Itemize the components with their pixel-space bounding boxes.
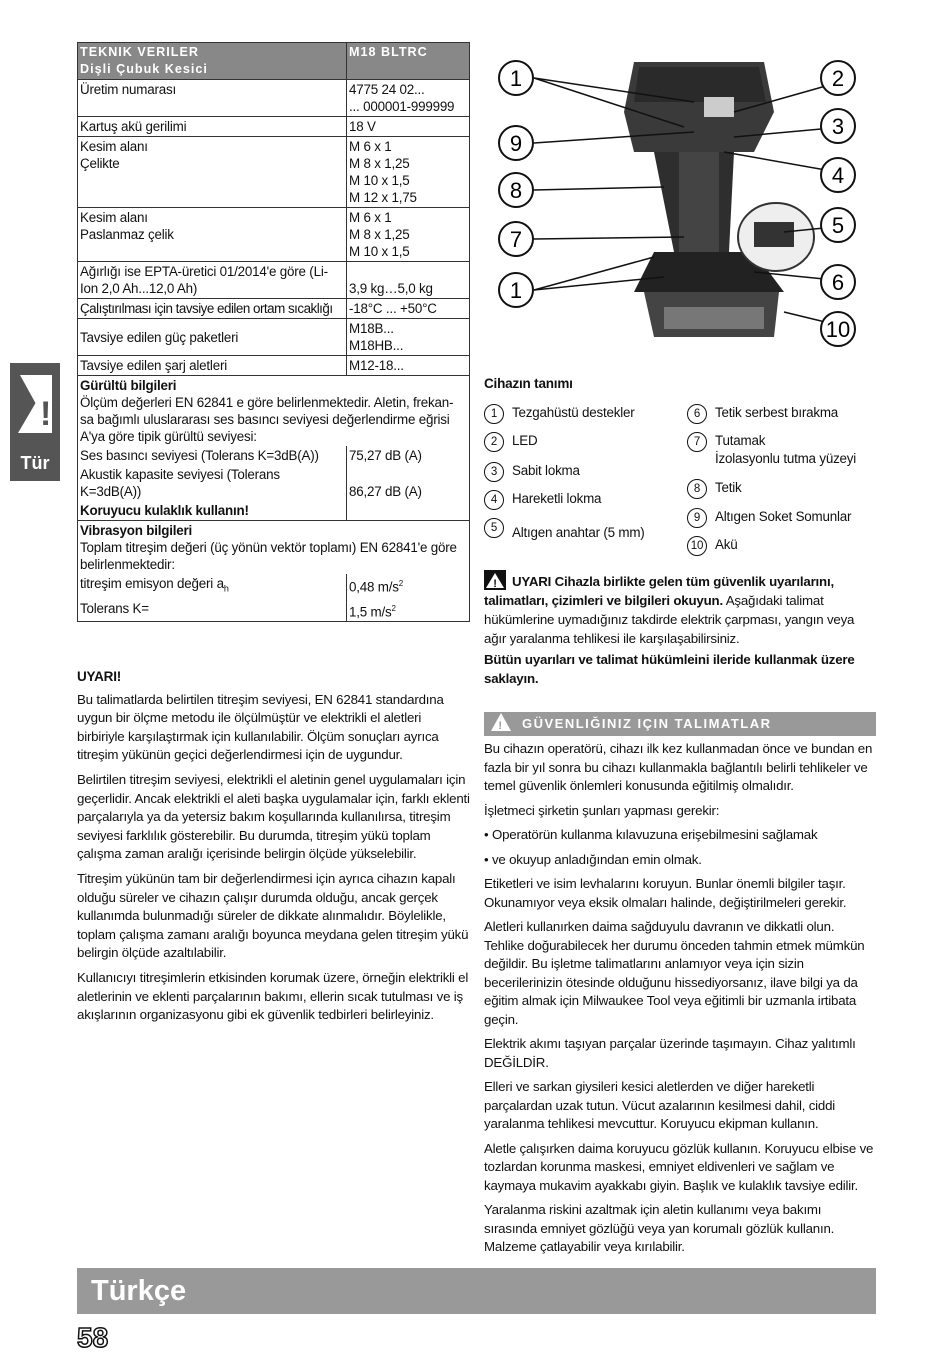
table-row: Çalıştırılması için tavsiye edilen ortam sıcaklığı -18°C ... +50°C	[78, 299, 470, 319]
safety-section-header: ! GÜVENLIĞINIZ IÇIN TALIMATLAR	[484, 712, 876, 736]
header-subtitle: Dişli Çubuk Kesici	[80, 62, 208, 76]
ear-protection-note: Koruyucu kulaklık kullanın!	[78, 501, 347, 521]
safety-instructions	[484, 740, 876, 1263]
paragraph: Bu talimatlarda belirtilen titreşim seviyesi, EN 62841 standardına uygun bir ölçme metodu ile ölçülmüştür ve elektrikli el aletleri birbiriyle karşılaştırmak için kullanılabilir. Ölçüm sonuçları ayrıca titreşim yükünün geçici değerlendirmesi için de uygundur.	[77, 691, 444, 763]
keep-instructions-note: Bütün uyarıları ve talimat hükümleini ileride kullanmak üzere saklayın.	[484, 652, 855, 686]
list-item: 9 Altıgen Soket Somunlar	[687, 508, 851, 528]
paragraph: Titreşim yükünün tam bir değerlendirmesi için ayrıca cihazın kapalı olduğu süreler ve cihazın çalışır durumda olduğu, ancak gerçek kullanımda bulunmadığı süreler de dikkate alınmalıdır. Böylelikle, toplam çalışma zamanı aralığı boyunca meydana gelen titreşim yükü belirgin ölçüde azaltılabilir.	[77, 870, 469, 961]
callout-1-bottom	[499, 273, 533, 307]
callout-5	[821, 208, 855, 242]
callout-2	[821, 61, 855, 95]
list-item: 2 LED	[484, 432, 537, 452]
warning-icon	[490, 712, 512, 732]
svg-text:2: 2	[831, 66, 845, 91]
language-side-tab	[10, 363, 60, 481]
list-item: 3 Sabit lokma	[484, 462, 580, 482]
table-row: Tavsiye edilen şarj aletleri M12-18...	[78, 356, 470, 376]
svg-text:5: 5	[831, 213, 845, 238]
table-header-row	[78, 43, 470, 80]
table-row: Kesim alanı Çelikte M 6 x 1 M 8 x 1,25 M 10 x 1,5 M 12 x 1,75	[78, 137, 470, 208]
svg-text:!: !	[40, 395, 52, 433]
table-row: Tavsiye edilen güç paketleri M18B... M18HB...	[78, 319, 470, 356]
svg-text:1: 1	[509, 66, 523, 91]
language-footer-bar	[77, 1268, 876, 1314]
svg-text:10: 10	[825, 317, 851, 342]
list-item: 8 Tetik	[687, 479, 742, 499]
svg-text:3: 3	[831, 114, 845, 139]
warning-triangle-icon	[16, 373, 54, 435]
technical-data-table	[77, 42, 470, 622]
parts-title: Cihazın tanımı	[484, 376, 573, 391]
svg-text:!: !	[498, 720, 504, 732]
header-title: TEKNIK VERILER	[80, 45, 199, 59]
paragraph: Belirtilen titreşim seviyesi, elektrikli el aletinin genel uygulamaları için geçerlidir. Ancak elektrikli el aleti başka uygulamalar için, farklı eklenti parçalarıyla ya da yetersiz bakım koşullarında kullanılırsa, titreşim seviyesi farklılık gösterebilir. Bu durumda, titreşim yükü toplam çalışma zaman aralığı içerisinde belirgin ölçüde yükselebilir.	[77, 771, 470, 862]
page-number: 58	[77, 1322, 109, 1353]
callout-3	[821, 109, 855, 143]
callout-4	[821, 158, 855, 192]
footer-language: Türkçe	[91, 1275, 187, 1307]
paragraph: Elleri ve sarkan giysileri kesici aletlerden ve diğer hareketli parçalardan uzak tutun. Vücut azalarının kesilmesi dahil, ciddi yaralanma tehlikesi mevcuttur. Koruyucu ekipman kullanın.	[484, 1079, 836, 1131]
noise-title: Gürültü bilgileri	[80, 378, 177, 393]
table-row: titreşim emisyon değeri $a_h$ 0,48 $m/s^2$	[78, 574, 470, 599]
tool-illustration	[484, 42, 876, 362]
list-item: 1 Tezgahüstü destekler	[484, 404, 635, 424]
svg-text:!: !	[493, 578, 497, 590]
list-item: 10 Akü	[687, 536, 737, 556]
svg-text:6: 6	[831, 270, 845, 295]
svg-text:8: 8	[509, 178, 523, 203]
paragraph: Aletle çalışırken daima koruyucu gözlük kullanın. Koruyucu elbise ve tozlardan korunma maskesi, emniyet eldivenleri ve sağlam ve kaymaya mukavim ayakkabı giyin. Başlık ve kulaklık tavsiye edilir.	[484, 1140, 874, 1193]
callout-10	[821, 312, 855, 346]
callout-7	[499, 222, 533, 256]
side-tab-label: Tür	[20, 453, 50, 473]
bullet-item: • Operatörün kullanma kılavuzuna erişebilmesini sağlamak	[484, 827, 818, 842]
table-row	[78, 501, 470, 521]
paragraph: Kullanıcıyı titreşimlerin etkisinden korumak üzere, örneğin elektrikli el aletlerinin ve eklenti parçalarının bakımı, ellerin sıcak tutulması ve iş akışlarının organizasyonu gibi ek güvenlik tedbirleri belirleyiniz.	[77, 969, 469, 1023]
vibration-section: Vibrasyon bilgileri Toplam titreşim değeri (üç yönün vektör toplamı) EN 62841'e göre belirlenmektedir:	[78, 521, 470, 575]
header-model: M18 BLTRC	[347, 43, 470, 80]
paragraph: İşletmeci şirketin şunları yapması gerekir:	[484, 802, 720, 818]
table-row: Kesim alanı Paslanmaz çelik M 6 x 1 M 8 x 1,25 M 10 x 1,5	[78, 208, 470, 262]
svg-text:7: 7	[509, 227, 523, 252]
table-row: Ağırlığı ise EPTA-üretici 01/2014'e göre (Li- Ion 2,0 Ah...12,0 Ah) 3,9 kg…5,0 kg	[78, 262, 470, 299]
vibration-warning-text	[77, 668, 470, 1031]
paragraph: Etiketleri ve isim levhalarını koruyun. Bunlar önemli bilgiler taşır. Okunamıyor veya eksik olmaları halinde, değiştirilmeleri gerekir.	[484, 876, 847, 910]
paragraph: Aletleri kullanırken daima sağduyulu davranın ve dikkatli olun. Tehlike doğurabilecek her durumu önceden tahmin etmek mümkün değildir. Bu işletme talimatlarını anlamıyor veya için sizin becerilerinizin ötesinde olduğunu hissediyorsanız, ilave bilgi ya da eğitim almak için Milwaukee Tool veya eğitimli bir uzmanla irtibata geçin.	[484, 919, 865, 1027]
table-row: Akustik kapasite seviyesi (Tolerans K=3dB(A)) 86,27 dB (A)	[78, 465, 470, 501]
paragraph: Yaralanma riskini azaltmak için aletin kullanımı veya bakımı sırasında emniyet gözlüğü veya yan korumalı gözlük kullanın. Malzeme çatlayabilir veya kırılabilir.	[484, 1202, 835, 1254]
callout-6	[821, 265, 855, 299]
list-item: 4 Hareketli lokma	[484, 490, 601, 510]
list-item: 5 Altıgen anahtar (5 mm)	[484, 518, 645, 542]
callout-8	[499, 173, 533, 207]
bullet-item: • ve okuyup anladığından emin olmak.	[484, 851, 702, 867]
table-row: Üretim numarası 4775 24 02... ... 000001-999999	[78, 80, 470, 117]
table-row: Kartuş akü gerilimi 18 V	[78, 117, 470, 137]
vibration-title: Vibrasyon bilgileri	[80, 523, 193, 538]
warning-heading: UYARI!	[77, 669, 122, 684]
list-item: 7 Tutamak İzolasyonlu tutma yüzeyi	[687, 432, 856, 468]
callout-9	[499, 126, 533, 160]
warning-icon	[484, 570, 506, 590]
general-warning: ! UYARI Cihazla birlikte gelen tüm güvenlik uyarılarını, talimatları, çizimleri ve bilgileri okuyun. Aşağıdaki talimat hükümlerine uymadığınız takdirde elektrik çarpması, yangın veya ağır yaralanma tehlikesi ile karşılaşabilirsiniz. Bütün uyarıları ve talimat hükümleini ileride kullanmak üzere saklayın.	[484, 570, 876, 690]
paragraph: Bu cihazın operatörü, cihazı ilk kez kullanmadan önce ve bundan en fazla bir yıl sonra bu cihazı kullanmakla bağlantılı belirli tehlikeler ve temel güvenlik önlemleri konusunda eğitilmiş olmalıdır.	[484, 741, 873, 793]
list-item: 6 Tetik serbest bırakma	[687, 404, 838, 424]
table-row: Ses basıncı seviyesi (Tolerans K=3dB(A)) 75,27 dB (A)	[78, 446, 470, 465]
table-row: Tolerans K= 1,5 $m/s^2$	[78, 599, 470, 622]
callout-1-top	[499, 61, 533, 95]
svg-text:4: 4	[831, 163, 845, 188]
paragraph: Elektrik akımı taşıyan parçalar üzerinde taşımayın. Cihaz yalıtımlı DEĞİLDİR.	[484, 1036, 856, 1070]
svg-text:1: 1	[509, 278, 523, 303]
noise-section: Gürültü bilgileri Ölçüm değerleri EN 62841 e göre belirlenmektedir. Aletin, frekan- sa bağımlı uluslararası ses basıncı seviyesi değerlendirme eğrisi A'ya göre tipik gürültü seviyesi:	[78, 376, 470, 447]
svg-text:9: 9	[509, 131, 523, 156]
